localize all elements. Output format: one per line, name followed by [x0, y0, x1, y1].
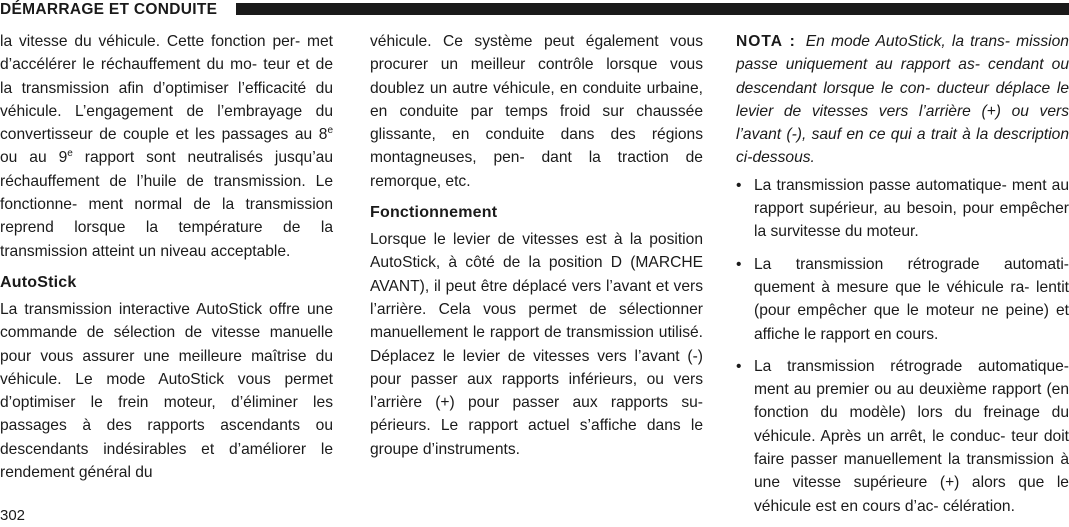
- list-item: [736, 253, 1069, 346]
- bullet-list: [736, 174, 1069, 518]
- list-item-text: La transmission passe automatique- ment au rapport supérieur, au besoin, pour empêcher la survitesse du moteur.: [754, 176, 1069, 241]
- page-header: [0, 0, 1069, 22]
- column-1: [0, 30, 333, 484]
- heading-autostick: AutoStick: [0, 273, 77, 291]
- paragraph-autostick-benefits: véhicule. Ce système peut également vous procurer un meilleur contrôle lorsque vous doublez un autre véhicule, en conduite urbaine, en conduite par temps froid sur chaussée glissante, en conduite dans des régions montagneuses, pen- dant la traction de remorque, etc.: [370, 33, 703, 190]
- heading-fonctionnement: Fonctionnement: [370, 204, 498, 222]
- paragraph-fonctionnement: Lorsque le levier de vitesses est à la position AutoStick, à côté de la position D (MARCHE AVANT), il peut être déplacé vers l’avant et vers l’arrière. Cela vous permet de sélectionner manuellement le rapport de transmission utilisé. Déplacez le levier de vitesses vers l’avant (-) pour passer aux rapports inférieurs, ou vers l’arrière (+) pour passer aux rapports su- périeurs. Le rapport actuel s’affiche dans le groupe d’instruments.: [370, 231, 703, 458]
- warmup-text-a: la vitesse du véhicule. Cette fonction per- met d’accélérer le réchauffement du mo- teur et de la transmission afin d’optimiser l’efficacité du véhicule. L’engagement de l’embrayage du convertisseur de couple et les passages au 8: [0, 33, 333, 144]
- list-item-text: La transmission rétrograde automatique- ment au premier ou au deuxième rapport (en fonction du modèle) lors du freinage du véhicule. Après un arrêt, le conduc- teur doit faire passer manuellement la transmission à une vitesse supérieure (+) alors que le véhicule est en cours d’ac- célération.: [754, 357, 1069, 515]
- note-block: [736, 30, 1069, 170]
- bullet-icon: •: [736, 357, 742, 375]
- list-item: [736, 174, 1069, 244]
- warmup-text-b: ou au 9: [0, 149, 68, 167]
- paragraph-warmup: [0, 30, 333, 263]
- note-text: En mode AutoStick, la trans- mission passe uniquement au rapport as- cendant ou descendant lorsque le con- ducteur déplace le levier de vitesses vers l’arrière (+) ou vers l’avant (-), sauf en ce qui a trait à la description ci-dessous.: [736, 33, 1069, 167]
- bullet-icon: •: [736, 176, 742, 194]
- section-title: DÉMARRAGE ET CONDUITE: [0, 1, 218, 18]
- ordinal-suffix-9: e: [67, 148, 73, 160]
- note-label: NOTA :: [736, 33, 796, 50]
- bullet-icon: •: [736, 255, 742, 273]
- column-3: [736, 30, 1069, 527]
- column-2: [370, 30, 703, 461]
- ordinal-suffix-8: e: [327, 125, 333, 137]
- header-rule: [236, 3, 1069, 15]
- paragraph-autostick-intro: La transmission interactive AutoStick offre une commande de sélection de vitesse manuelle pour vous assurer une meilleure maîtrise du véhicule. Le mode AutoStick vous permet d’optimiser le frein moteur, d’éliminer les passages à des rapports ascendants ou descendants indésirables et d’améliorer le rendement général du: [0, 300, 333, 482]
- warmup-text-c: rapport sont neutralisés jusqu’au réchauffement de l’huile de transmission. Le fonctionne- ment normal de la transmission reprend lorsque la température de la transmission atteint un niveau acceptable.: [0, 149, 333, 260]
- page-number: 302: [0, 507, 26, 524]
- list-item-text: La transmission rétrograde automati- quement à mesure que le véhicule ra- lentit (pour empêcher que le moteur ne peine) et affiche le rapport en cours.: [754, 255, 1069, 343]
- list-item: [736, 355, 1069, 518]
